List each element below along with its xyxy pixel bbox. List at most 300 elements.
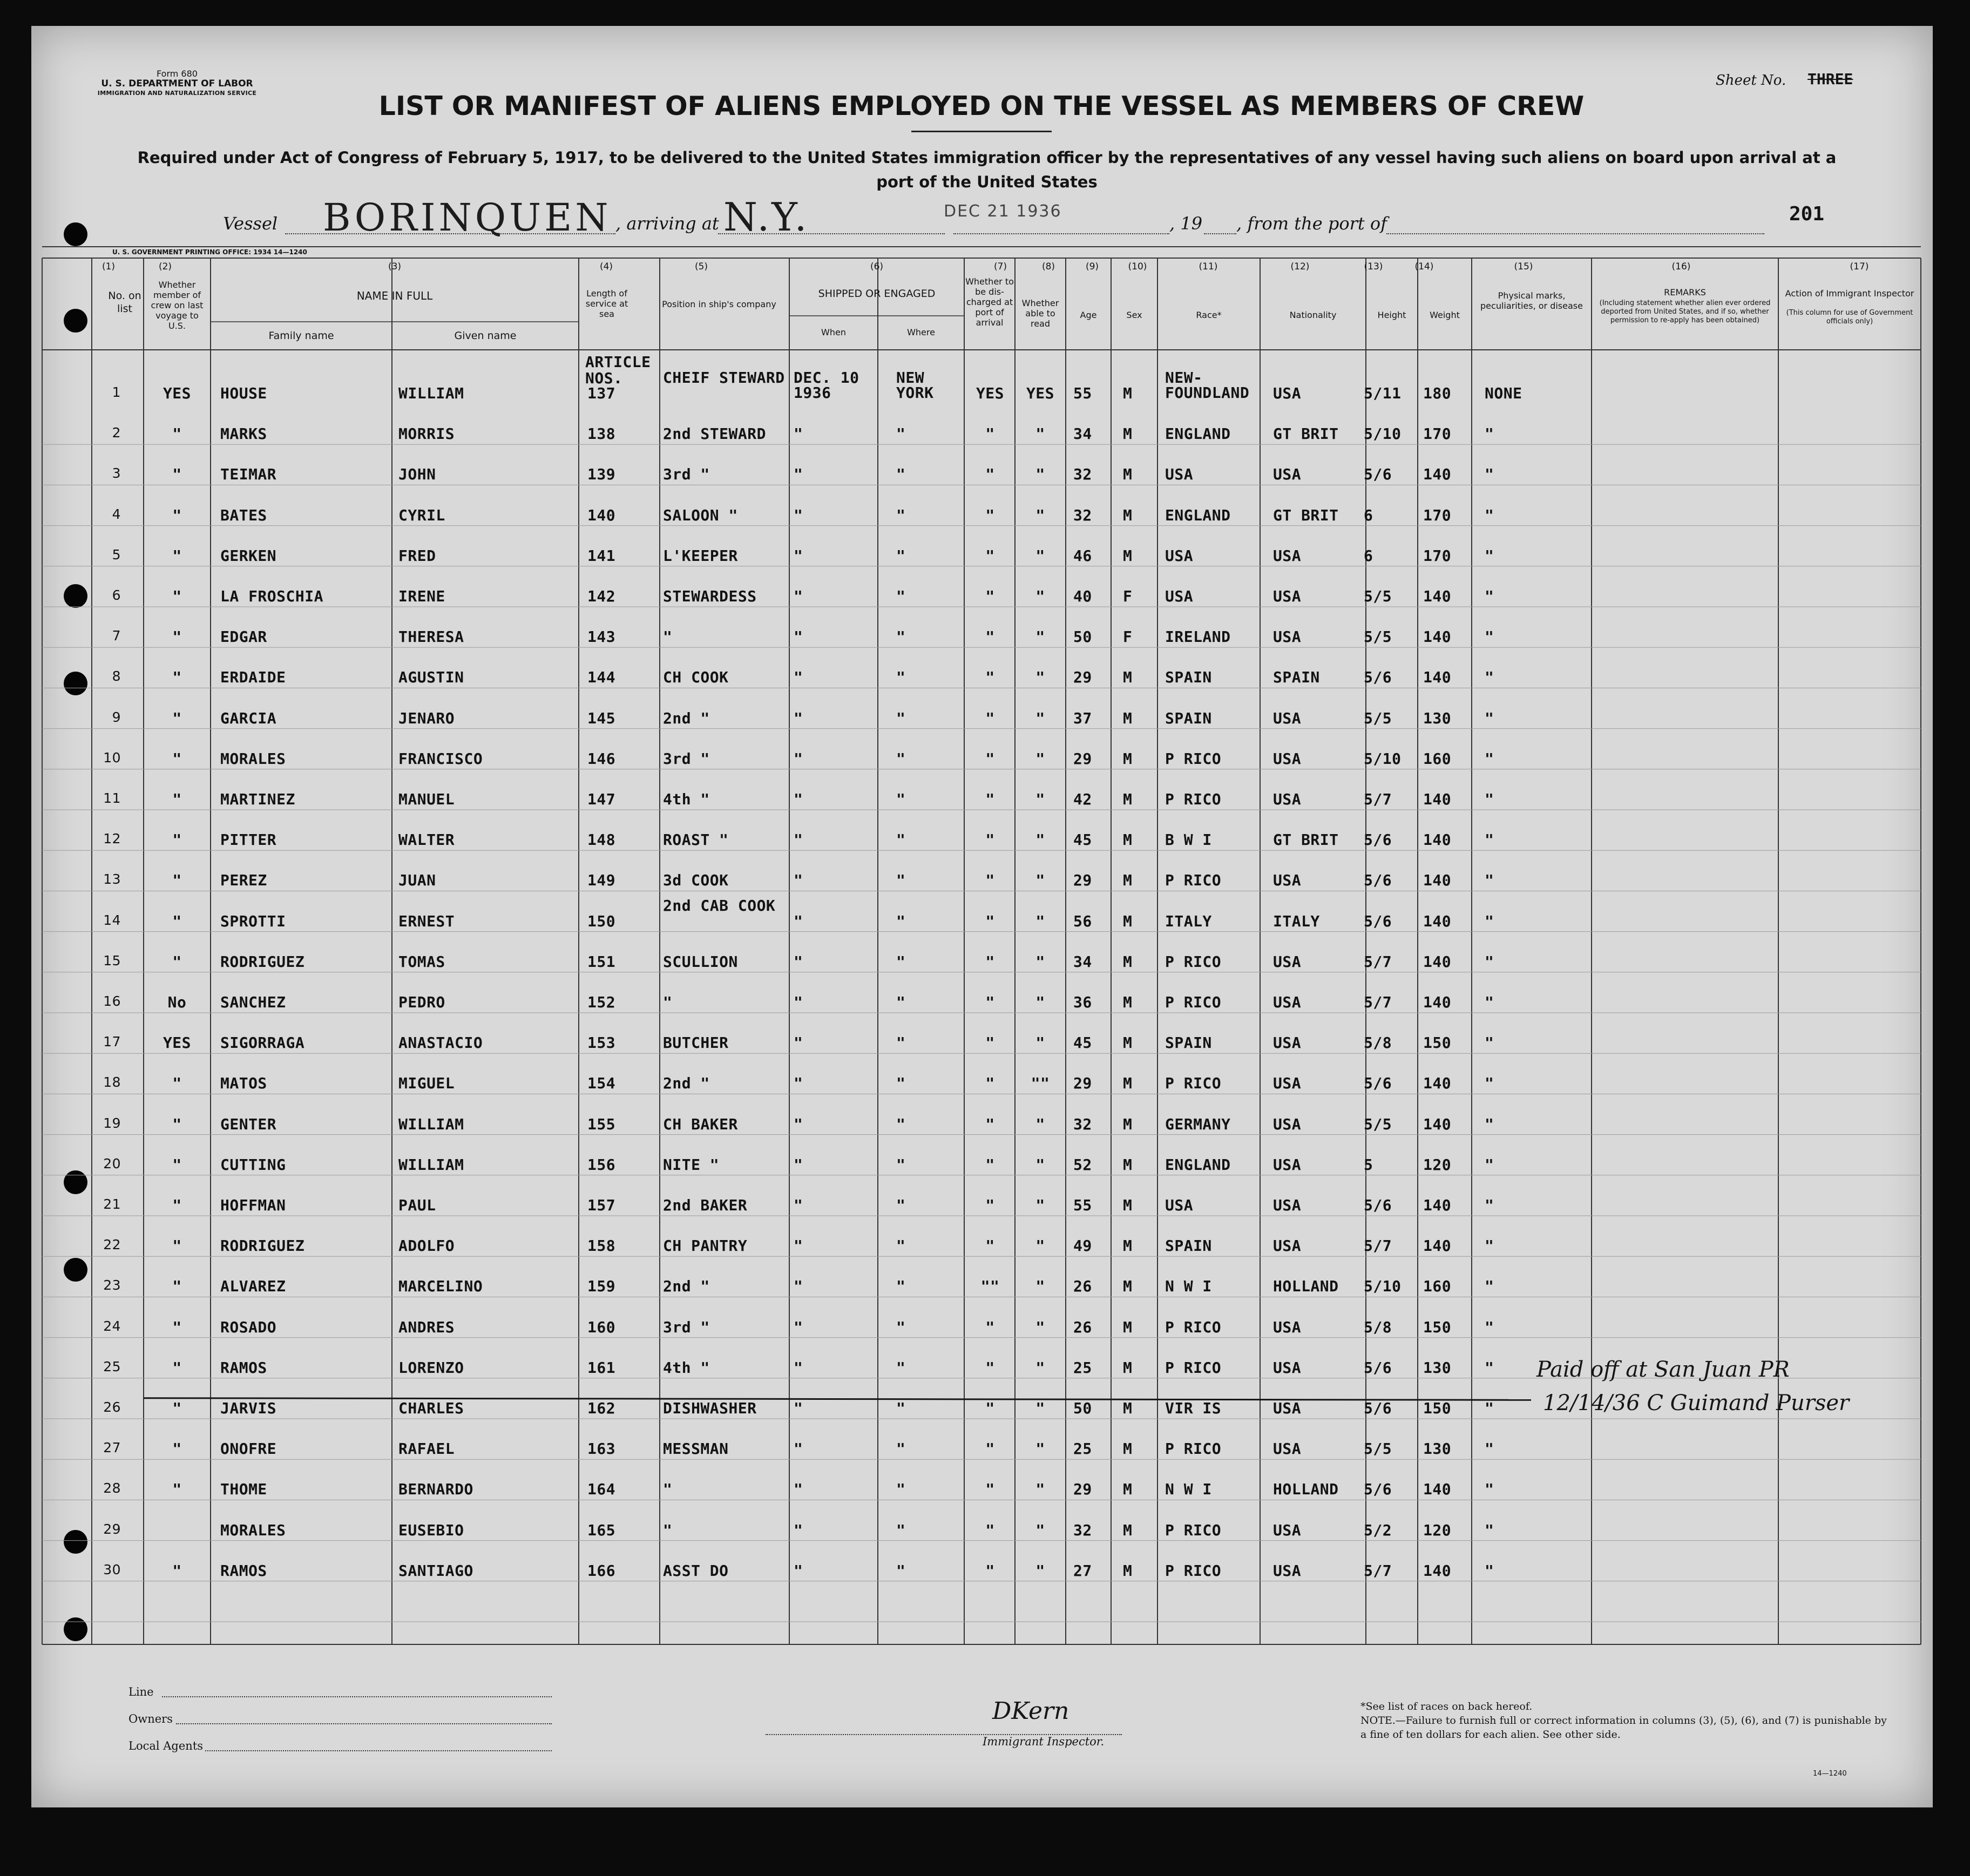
cell-marks: " — [1485, 1521, 1494, 1539]
cell-family: MATOS — [220, 1074, 267, 1093]
cell-member: " — [172, 587, 182, 605]
cell-marks: " — [1485, 1277, 1494, 1296]
cell-no: 14 — [103, 912, 121, 928]
cell-read: " — [1035, 506, 1045, 524]
cell-where: " — [896, 506, 906, 524]
cell-member: " — [172, 628, 182, 646]
cell-race: P RICO — [1165, 1074, 1222, 1093]
header-action-note: (This column for use of Government officials only) — [1786, 309, 1913, 326]
cell-weight: 140 — [1423, 1196, 1452, 1214]
header-physical-marks: Physical marks, peculiarities, or disease — [1480, 290, 1583, 311]
cell-given: TOMAS — [398, 952, 445, 971]
colnum-5: (5) — [694, 261, 708, 272]
cell-weight: 130 — [1423, 1440, 1452, 1458]
cell-when: " — [794, 1074, 803, 1093]
cell-weight: 130 — [1423, 709, 1452, 727]
cell-nationality: USA — [1273, 790, 1302, 808]
cell-read: " — [1035, 1277, 1045, 1296]
cell-marks: " — [1485, 1237, 1494, 1255]
cell-length: 161 — [587, 1358, 616, 1377]
cell-sex: M — [1123, 1440, 1133, 1458]
cell-read: " — [1035, 1115, 1045, 1133]
cell-weight: 140 — [1423, 790, 1452, 808]
cell-height: 5/6 — [1364, 871, 1392, 890]
cell-nationality: USA — [1273, 546, 1302, 565]
cell-member: " — [172, 465, 182, 484]
cell-weight: 140 — [1423, 871, 1452, 890]
cell-position: STEWARDESS — [663, 587, 757, 605]
header-discharged: Whether to be dis-charged at port of arrival — [965, 276, 1014, 328]
cell-sex: M — [1123, 384, 1133, 402]
cell-position: NITE " — [663, 1155, 720, 1174]
cell-weight: 140 — [1423, 1561, 1452, 1580]
cell-position: 3rd " — [663, 749, 710, 768]
cell-position: CH BAKER — [663, 1115, 738, 1133]
cell-marks: " — [1485, 587, 1494, 605]
cell-no: 8 — [112, 668, 121, 685]
cell-nationality: USA — [1273, 871, 1302, 890]
header-given-name: Given name — [454, 330, 517, 342]
cell-no: 27 — [103, 1440, 121, 1456]
cell-when: " — [794, 546, 803, 565]
cell-weight: 160 — [1423, 1277, 1452, 1296]
cell-marks: " — [1485, 993, 1494, 1011]
cell-height: 5/6 — [1364, 668, 1392, 687]
cell-when: " — [794, 1115, 803, 1133]
cell-marks: " — [1485, 952, 1494, 971]
cell-when: " — [794, 668, 803, 687]
cell-read: " — [1035, 465, 1045, 484]
cell-no: 6 — [112, 587, 121, 603]
cell-sex: M — [1123, 790, 1133, 808]
cell-length: 147 — [587, 790, 616, 808]
cell-length: 163 — [587, 1440, 616, 1458]
vessel-label: Vessel — [223, 213, 278, 234]
cell-nationality: USA — [1273, 465, 1302, 484]
cell-no: 13 — [103, 871, 121, 888]
cell-height: 5/2 — [1364, 1521, 1392, 1539]
cell-nationality: USA — [1273, 1237, 1302, 1255]
cell-no: 7 — [112, 628, 121, 644]
cell-family: SIGORRAGA — [220, 1034, 305, 1052]
cell-family: GERKEN — [220, 546, 277, 565]
cell-read: " — [1035, 709, 1045, 727]
cell-where: " — [896, 1521, 906, 1539]
cell-discharged: " — [985, 1034, 995, 1052]
cell-discharged: " — [985, 1196, 995, 1214]
cell-sex: M — [1123, 1358, 1133, 1377]
department-name: U. S. DEPARTMENT OF LABOR — [101, 78, 253, 89]
cell-weight: 120 — [1423, 1155, 1452, 1174]
cell-when: " — [794, 952, 803, 971]
cell-when: " — [794, 790, 803, 808]
cell-given: AGUSTIN — [398, 668, 464, 687]
cell-weight: 160 — [1423, 749, 1452, 768]
cell-where: " — [896, 1399, 906, 1417]
printing-office-imprint: U. S. GOVERNMENT PRINTING OFFICE: 1934 14—1240 — [112, 248, 307, 256]
cell-family: GENTER — [220, 1115, 277, 1133]
cell-given: SANTIAGO — [398, 1561, 473, 1580]
cell-length: 153 — [587, 1034, 616, 1052]
header-no-on-list: No. on list — [108, 290, 141, 315]
cell-when: " — [794, 1480, 803, 1499]
cell-when: " — [794, 1155, 803, 1174]
cell-discharged: " — [985, 1318, 995, 1336]
cell-position: SCULLION — [663, 952, 738, 971]
cell-discharged: " — [985, 506, 995, 524]
cell-age: 49 — [1073, 1237, 1092, 1255]
header-race: Race* — [1196, 310, 1222, 320]
cell-given: IRENE — [398, 587, 445, 605]
penalty-note: NOTE.—Failure to furnish full or correct information in columns (3), (5), (6), and (7) is punishable by a fine of ten dollars for each alien. See other side. — [1360, 1715, 1887, 1740]
cell-age: 26 — [1073, 1277, 1092, 1296]
cell-when: " — [794, 1358, 803, 1377]
races-note: *See list of races on back hereof. — [1360, 1701, 1533, 1712]
cell-member: " — [172, 1480, 182, 1499]
cell-nationality: USA — [1273, 628, 1302, 646]
cell-age: 29 — [1073, 749, 1092, 768]
cell-weight: 130 — [1423, 1358, 1452, 1377]
cell-position: 3rd " — [663, 465, 710, 484]
cell-height: 5/5 — [1364, 1440, 1392, 1458]
cell-age: 55 — [1073, 1196, 1092, 1214]
cell-marks: " — [1485, 1074, 1494, 1093]
cell-length: 157 — [587, 1196, 616, 1214]
cell-race: P RICO — [1165, 871, 1222, 890]
header-remarks-note: (Including statement whether alien ever ordered deported from United States, and if so, whether permission to re-apply has been obtained) — [1599, 299, 1771, 324]
cell-discharged: " — [985, 1237, 995, 1255]
cell-no: 17 — [103, 1034, 121, 1050]
cell-family: ERDAIDE — [220, 668, 286, 687]
cell-age: 45 — [1073, 1034, 1092, 1052]
cell-sex: M — [1123, 912, 1133, 930]
cell-age: 34 — [1073, 425, 1092, 443]
cell-race: P RICO — [1165, 1561, 1222, 1580]
cell-when: " — [794, 709, 803, 727]
cell-read: " — [1035, 952, 1045, 971]
article-nos-label: ARTICLE NOS. — [585, 353, 651, 387]
cell-race: P RICO — [1165, 1521, 1222, 1539]
cell-member: " — [172, 1358, 182, 1377]
cell-height: 5/5 — [1364, 587, 1392, 605]
cell-length: 166 — [587, 1561, 616, 1580]
cell-discharged: " — [985, 1115, 995, 1133]
cell-read: " — [1035, 1318, 1045, 1336]
cell-family: MARKS — [220, 425, 267, 443]
cell-race: N W I — [1165, 1480, 1212, 1499]
cell-length: 145 — [587, 709, 616, 727]
cell-no: 2 — [112, 425, 121, 441]
cell-discharged: " — [985, 790, 995, 808]
cell-family: ALVAREZ — [220, 1277, 286, 1296]
cell-sex: M — [1123, 465, 1133, 484]
cell-no: 19 — [103, 1115, 121, 1131]
footer-owners-label: Owners — [128, 1712, 173, 1725]
cell-marks: " — [1485, 912, 1494, 930]
cell-discharged: " — [985, 1155, 995, 1174]
cell-given: JENARO — [398, 709, 455, 727]
cell-where: " — [896, 912, 906, 930]
arriving-label: , arriving at — [615, 213, 719, 234]
cell-nationality: USA — [1273, 952, 1302, 971]
cell-when: " — [794, 1277, 803, 1296]
cell-nationality: USA — [1273, 1318, 1302, 1336]
cell-member: " — [172, 1237, 182, 1255]
cell-when: " — [794, 993, 803, 1011]
cell-read: " — [1035, 1237, 1045, 1255]
cell-where: " — [896, 1196, 906, 1214]
cell-given: PEDRO — [398, 993, 445, 1011]
cell-discharged: " — [985, 831, 995, 849]
cell-no: 5 — [112, 546, 121, 563]
cell-member: " — [172, 425, 182, 443]
cell-family: PEREZ — [220, 871, 267, 890]
cell-read: " — [1035, 546, 1045, 565]
cell-member: " — [172, 1440, 182, 1458]
cell-sex: M — [1123, 871, 1133, 890]
cell-no: 16 — [103, 993, 121, 1009]
cell-where: " — [896, 1115, 906, 1133]
cell-no: 28 — [103, 1480, 121, 1496]
cell-where: " — [896, 1277, 906, 1296]
cell-where: " — [896, 709, 906, 727]
cell-weight: 140 — [1423, 1074, 1452, 1093]
cell-when: " — [794, 831, 803, 849]
cell-age: 46 — [1073, 546, 1092, 565]
cell-when: " — [794, 1237, 803, 1255]
cell-position: L'KEEPER — [663, 546, 738, 565]
cell-race: ENGLAND — [1165, 425, 1231, 443]
cell-length: 138 — [587, 425, 616, 443]
cell-read: " — [1035, 587, 1045, 605]
cell-marks: " — [1485, 1480, 1494, 1499]
cell-nationality: GT BRIT — [1273, 425, 1339, 443]
cell-nationality: USA — [1273, 1561, 1302, 1580]
cell-when: " — [794, 1196, 803, 1214]
cell-age: 29 — [1073, 668, 1092, 687]
cell-height: 5/10 — [1364, 749, 1402, 768]
cell-sex: M — [1123, 1034, 1133, 1052]
cell-marks: " — [1485, 1358, 1494, 1377]
cell-when: " — [794, 628, 803, 646]
cell-age: 32 — [1073, 1115, 1092, 1133]
cell-given: CYRIL — [398, 506, 445, 524]
cell-given: MIGUEL — [398, 1074, 455, 1093]
page-title: LIST OR MANIFEST OF ALIENS EMPLOYED ON THE VESSEL AS MEMBERS OF CREW — [378, 91, 1585, 121]
cell-height: 6 — [1364, 546, 1373, 565]
cell-no: 25 — [103, 1358, 121, 1374]
cell-race: P RICO — [1165, 993, 1222, 1011]
cell-nationality: USA — [1273, 993, 1302, 1011]
cell-length: 140 — [587, 506, 616, 524]
cell-marks: NONE — [1485, 384, 1522, 402]
header-age: Age — [1080, 310, 1097, 320]
cell-race: P RICO — [1165, 952, 1222, 971]
cell-given: ERNEST — [398, 912, 455, 930]
cell-where: " — [896, 831, 906, 849]
cell-when: " — [794, 912, 803, 930]
cell-age: 32 — [1073, 506, 1092, 524]
colnum-2: (2) — [158, 261, 172, 272]
cell-race: SPAIN — [1165, 668, 1212, 687]
cell-sex: M — [1123, 1521, 1133, 1539]
cell-read: " — [1035, 668, 1045, 687]
cell-height: 5/6 — [1364, 1480, 1392, 1499]
cell-marks: " — [1485, 465, 1494, 484]
colnum-15: (15) — [1514, 261, 1533, 272]
cell-weight: 180 — [1423, 384, 1452, 402]
service-name: IMMIGRATION AND NATURALIZATION SERVICE — [97, 90, 257, 97]
cell-sex: F — [1123, 587, 1133, 605]
cell-position: CH COOK — [663, 668, 729, 687]
cell-when: " — [794, 1440, 803, 1458]
cell-position: ROAST " — [663, 831, 729, 849]
cell-member: " — [172, 831, 182, 849]
cell-no: 1 — [112, 384, 121, 400]
cell-no: 29 — [103, 1521, 121, 1537]
cell-read: " — [1035, 749, 1045, 768]
cell-family: LA FROSCHIA — [220, 587, 323, 605]
header-length-service: Length of service at sea — [585, 288, 628, 319]
header-name-in-full: NAME IN FULL — [356, 289, 433, 302]
cell-position: " — [663, 993, 673, 1011]
cell-sex: M — [1123, 709, 1133, 727]
page-subtitle: Required under Act of Congress of February 5, 1917, to be delivered to the United States immigration officer by the representatives of any vessel having such aliens on board upon arrival at a port of the United States — [137, 148, 1837, 191]
cell-member: " — [172, 546, 182, 565]
cell-position: MESSMAN — [663, 1440, 729, 1458]
cell-nationality: GT BRIT — [1273, 831, 1339, 849]
cell-member: " — [172, 912, 182, 930]
cell-race: GERMANY — [1165, 1115, 1231, 1133]
cell-when: " — [794, 1034, 803, 1052]
cell-discharged: " — [985, 465, 995, 484]
cell-length: 146 — [587, 749, 616, 768]
cell-height: 5/10 — [1364, 425, 1402, 443]
cell-race: P RICO — [1165, 1358, 1222, 1377]
colnum-8: (8) — [1041, 261, 1055, 272]
cell-no: 15 — [103, 952, 121, 969]
cell-member: " — [172, 1115, 182, 1133]
header-member-last-voyage: Whether member of crew on last voyage to U.S. — [151, 280, 204, 331]
cell-member: " — [172, 709, 182, 727]
cell-age: 32 — [1073, 1521, 1092, 1539]
footer-agents-label: Local Agents — [128, 1739, 204, 1752]
cell-given: LORENZO — [398, 1358, 464, 1377]
header-able-to-read: Whether able to read — [1021, 298, 1059, 329]
cell-member: " — [172, 871, 182, 890]
cell-height: 5/6 — [1364, 831, 1392, 849]
cell-weight: 140 — [1423, 912, 1452, 930]
cell-length: 154 — [587, 1074, 616, 1093]
cell-race: ENGLAND — [1165, 506, 1231, 524]
cell-age: 36 — [1073, 993, 1092, 1011]
cell-sex: M — [1123, 506, 1133, 524]
cell-weight: 150 — [1423, 1318, 1452, 1336]
cell-race: ITALY — [1165, 912, 1212, 930]
cell-where: " — [896, 668, 906, 687]
colnum-7: (7) — [993, 261, 1007, 272]
footer-agents-blank — [205, 1750, 552, 1751]
cell-discharged: " — [985, 1399, 995, 1417]
cell-family: RAMOS — [220, 1358, 267, 1377]
cell-height: 5 — [1364, 1155, 1373, 1174]
cell-nationality: USA — [1273, 1115, 1302, 1133]
cell-no: 30 — [103, 1561, 121, 1577]
cell-marks: " — [1485, 1561, 1494, 1580]
cell-position: 4th " — [663, 1358, 710, 1377]
cell-position: CHEIF STEWARD — [663, 369, 785, 387]
year-label: , 19 — [1169, 213, 1203, 234]
colnum-11: (11) — [1199, 261, 1218, 272]
remark-handwritten-line1: Paid off at San Juan PR — [1536, 1357, 1790, 1382]
vessel-name: BORINQUEN — [323, 195, 612, 240]
cell-given: PAUL — [398, 1196, 436, 1214]
cell-nationality: USA — [1273, 1155, 1302, 1174]
cell-no: 21 — [103, 1196, 121, 1212]
cell-sex: M — [1123, 546, 1133, 565]
cell-age: 27 — [1073, 1561, 1092, 1580]
cell-given: THERESA — [398, 628, 464, 646]
cell-read: " — [1035, 1034, 1045, 1052]
form-number: Form 680 — [157, 69, 198, 79]
cell-read: " — [1035, 993, 1045, 1011]
cell-marks: " — [1485, 749, 1494, 768]
cell-position: ASST DO — [663, 1561, 729, 1580]
cell-given: MARCELINO — [398, 1277, 483, 1296]
cell-race: ENGLAND — [1165, 1155, 1231, 1174]
cell-height: 5/8 — [1364, 1318, 1392, 1336]
cell-no: 12 — [103, 831, 121, 847]
cell-member: " — [172, 1155, 182, 1174]
cell-sex: M — [1123, 831, 1133, 849]
cell-discharged: " — [985, 993, 995, 1011]
cell-length: 160 — [587, 1318, 616, 1336]
cell-given: BERNARDO — [398, 1480, 473, 1499]
cell-discharged: "" — [980, 1277, 1000, 1296]
cell-when: " — [794, 1521, 803, 1539]
cell-given: ADOLFO — [398, 1237, 455, 1255]
cell-given: MANUEL — [398, 790, 455, 808]
cell-family: JARVIS — [220, 1399, 277, 1417]
header-position: Position in ship's company — [662, 299, 776, 309]
cell-read: "" — [1031, 1074, 1050, 1093]
cell-sex: M — [1123, 1399, 1133, 1417]
cell-age: 29 — [1073, 1480, 1092, 1499]
cell-when: " — [794, 871, 803, 890]
cell-member: " — [172, 790, 182, 808]
cell-age: 32 — [1073, 465, 1092, 484]
cell-where: " — [896, 1155, 906, 1174]
cell-no: 20 — [103, 1155, 121, 1171]
cell-family: MORALES — [220, 1521, 286, 1539]
cell-height: 5/6 — [1364, 1196, 1392, 1214]
cell-height: 5/7 — [1364, 1561, 1392, 1580]
cell-when: " — [794, 1399, 803, 1417]
cell-given: RAFAEL — [398, 1440, 455, 1458]
cell-member: " — [172, 1561, 182, 1580]
cell-nationality: ITALY — [1273, 912, 1320, 930]
cell-weight: 140 — [1423, 1480, 1452, 1499]
cell-given: ANASTACIO — [398, 1034, 483, 1052]
cell-family: ROSADO — [220, 1318, 277, 1336]
cell-length: 158 — [587, 1237, 616, 1255]
cell-position: SALOON " — [663, 506, 738, 524]
cell-sex: M — [1123, 952, 1133, 971]
cell-sex: M — [1123, 1237, 1133, 1255]
cell-given: JUAN — [398, 871, 436, 890]
cell-nationality: USA — [1273, 587, 1302, 605]
cell-family: PITTER — [220, 831, 277, 849]
